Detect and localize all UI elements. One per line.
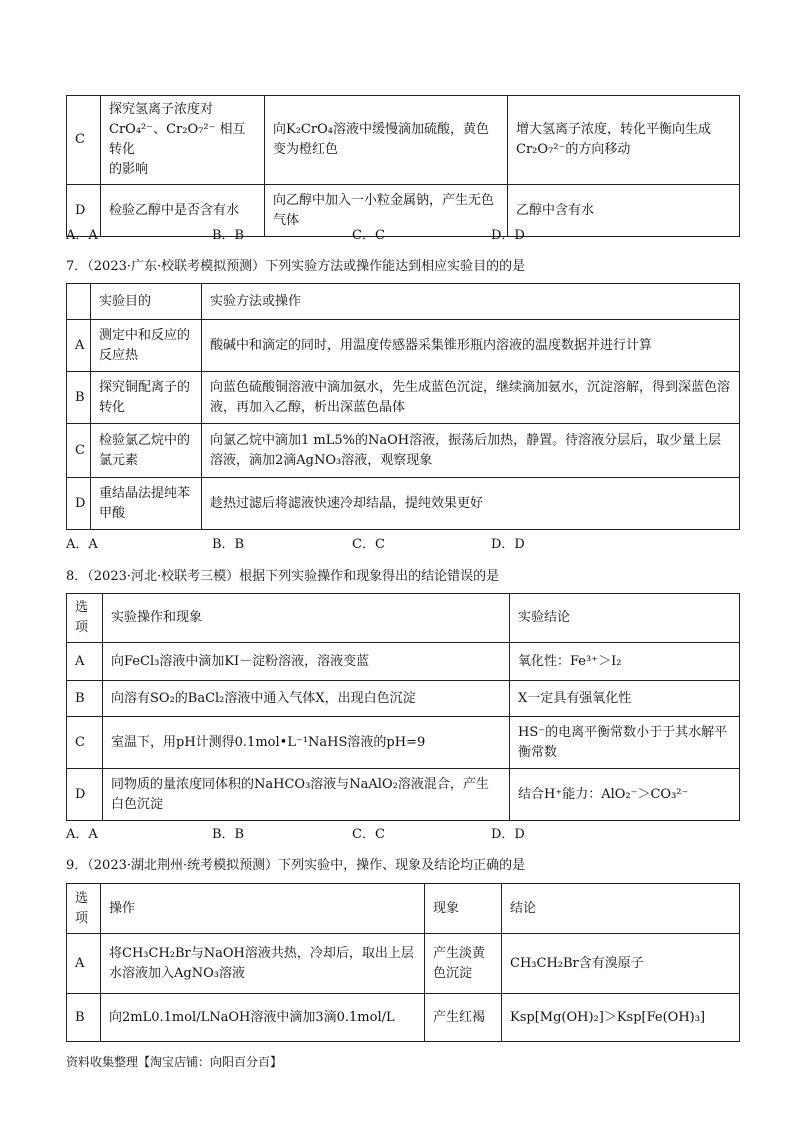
operation-cell: 向FeCl₃溶液中滴加KI－淀粉溶液，溶液变蓝 (103, 643, 510, 681)
table-row (67, 372, 740, 424)
header-cell: 选项 (67, 884, 101, 934)
conclusion-cell: Ksp[Mg(OH)₂]＞Ksp[Fe(OH)₃] (502, 994, 740, 1042)
row-label: C (67, 424, 91, 478)
header-cell: 结论 (502, 884, 740, 934)
table-row (67, 478, 740, 530)
operation-cell: 向乙醇中加入一小粒金属钠，产生无色气体 (265, 185, 508, 237)
purpose-line-2: CrO₄²⁻、Cr₂O₇²⁻ 相互转化 (109, 122, 246, 157)
question-7-title: 7．（2023·广东·校联考模拟预测）下列实验方法或操作能达到相应实验目的的是 (66, 259, 526, 274)
table-header-row (67, 594, 740, 643)
option-c: C．C (352, 827, 385, 842)
phenomenon-cell: 产生红褐 (425, 994, 502, 1042)
row-label: A (67, 934, 101, 994)
table-row (67, 424, 740, 478)
question-9-title: 9．（2023·湖北荆州·统考模拟预测）下列实验中，操作、现象及结论均正确的是 (66, 858, 526, 873)
row-label: B (67, 994, 101, 1042)
header-cell: 实验方法或操作 (202, 284, 740, 320)
row-label: D (67, 478, 91, 530)
option-d: D．D (491, 228, 525, 243)
method-cell: 酸碱中和滴定的同时，用温度传感器采集锥形瓶内溶液的温度数据并进行计算 (202, 320, 740, 372)
row-label: D (67, 769, 103, 821)
row-label: A (67, 643, 103, 681)
option-b: B．B (212, 537, 245, 552)
option-d: D．D (491, 827, 525, 842)
row-label: C (67, 96, 101, 185)
option-a: A．A (66, 827, 98, 842)
table-row (67, 994, 740, 1042)
table-row (67, 769, 740, 821)
option-a: A．A (66, 537, 98, 552)
purpose-cell: 探究铜配离子的转化 (91, 372, 202, 424)
option-b: B．B (212, 827, 245, 842)
option-b: B．B (212, 228, 245, 243)
option-c: C．C (352, 537, 385, 552)
row-label: A (67, 320, 91, 372)
row-label: D (67, 185, 101, 237)
header-cell: 实验结论 (510, 594, 740, 643)
header-cell: 实验操作和现象 (103, 594, 510, 643)
table-q7 (66, 283, 740, 530)
purpose-line-1: 探究氢离子浓度对 (109, 102, 214, 117)
purpose-line-3: 的影响 (109, 162, 149, 177)
header-cell (67, 284, 91, 320)
operation-cell: 向K₂CrO₄溶液中缓慢滴加硫酸，黄色变为橙红色 (265, 96, 508, 185)
conclusion-cell: 增大氢离子浓度，转化平衡向生成Cr₂O₇²⁻的方向移动 (508, 96, 740, 185)
header-cell: 选项 (67, 594, 103, 643)
table-q9 (66, 883, 740, 1042)
operation-cell: 同物质的量浓度同体积的NaHCO₃溶液与NaAlO₂溶液混合，产生白色沉淀 (103, 769, 510, 821)
table-row (67, 681, 740, 717)
operation-cell: 室温下，用pH计测得0.1mol•L⁻¹NaHS溶液的pH=9 (103, 717, 510, 769)
table-row (67, 96, 740, 185)
conclusion-cell: 结合H⁺能力：AlO₂⁻＞CO₃²⁻ (510, 769, 740, 821)
row-label: C (67, 717, 103, 769)
table-top (66, 95, 740, 237)
footer-text: 资料收集整理【淘宝店铺：向阳百分百】 (66, 1055, 283, 1069)
question-8-title: 8．（2023·河北·校联考三模）根据下列实验操作和现象得出的结论错误的是 (66, 569, 500, 584)
purpose-cell: 检验乙醇中是否含有水 (101, 185, 265, 237)
method-cell: 趁热过滤后将滤液快速冷却结晶，提纯效果更好 (202, 478, 740, 530)
method-cell: 向氯乙烷中滴加1 mL5%的NaOH溶液，振荡后加热，静置。待溶液分层后，取少量上层溶液，滴加2滴AgNO₃溶液，观察现象 (202, 424, 740, 478)
purpose-cell (101, 96, 265, 185)
conclusion-cell: CH₃CH₂Br含有溴原子 (502, 934, 740, 994)
table-row (67, 934, 740, 994)
phenomenon-cell: 产生淡黄色沉淀 (425, 934, 502, 994)
table-q8 (66, 593, 740, 821)
purpose-cell: 重结晶法提纯苯甲酸 (91, 478, 202, 530)
operation-cell: 将CH₃CH₂Br与NaOH溶液共热，冷却后，取出上层水溶液加入AgNO₃溶液 (101, 934, 425, 994)
option-d: D．D (491, 537, 525, 552)
purpose-cell: 检验氯乙烷中的氯元素 (91, 424, 202, 478)
header-cell: 实验目的 (91, 284, 202, 320)
row-label: B (67, 681, 103, 717)
table-row (67, 643, 740, 681)
option-c: C．C (352, 228, 385, 243)
operation-cell: 向溶有SO₂的BaCl₂溶液中通入气体X，出现白色沉淀 (103, 681, 510, 717)
conclusion-cell: HS⁻的电离平衡常数小于于其水解平衡常数 (510, 717, 740, 769)
purpose-cell: 测定中和反应的反应热 (91, 320, 202, 372)
table-header-row (67, 284, 740, 320)
table-header-row (67, 884, 740, 934)
table-row (67, 320, 740, 372)
option-a: A．A (66, 228, 98, 243)
conclusion-cell: 乙醇中含有水 (508, 185, 740, 237)
conclusion-cell: X一定具有强氧化性 (510, 681, 740, 717)
header-cell: 操作 (101, 884, 425, 934)
table-row (67, 185, 740, 237)
header-cell: 现象 (425, 884, 502, 934)
table-row (67, 717, 740, 769)
conclusion-cell: 氧化性：Fe³⁺＞I₂ (510, 643, 740, 681)
row-label: B (67, 372, 91, 424)
operation-cell: 向2mL0.1mol/LNaOH溶液中滴加3滴0.1mol/L (101, 994, 425, 1042)
method-cell: 向蓝色硫酸铜溶液中滴加氨水，先生成蓝色沉淀，继续滴加氨水，沉淀溶解，得到深蓝色溶液，再加入乙醇，析出深蓝色晶体 (202, 372, 740, 424)
